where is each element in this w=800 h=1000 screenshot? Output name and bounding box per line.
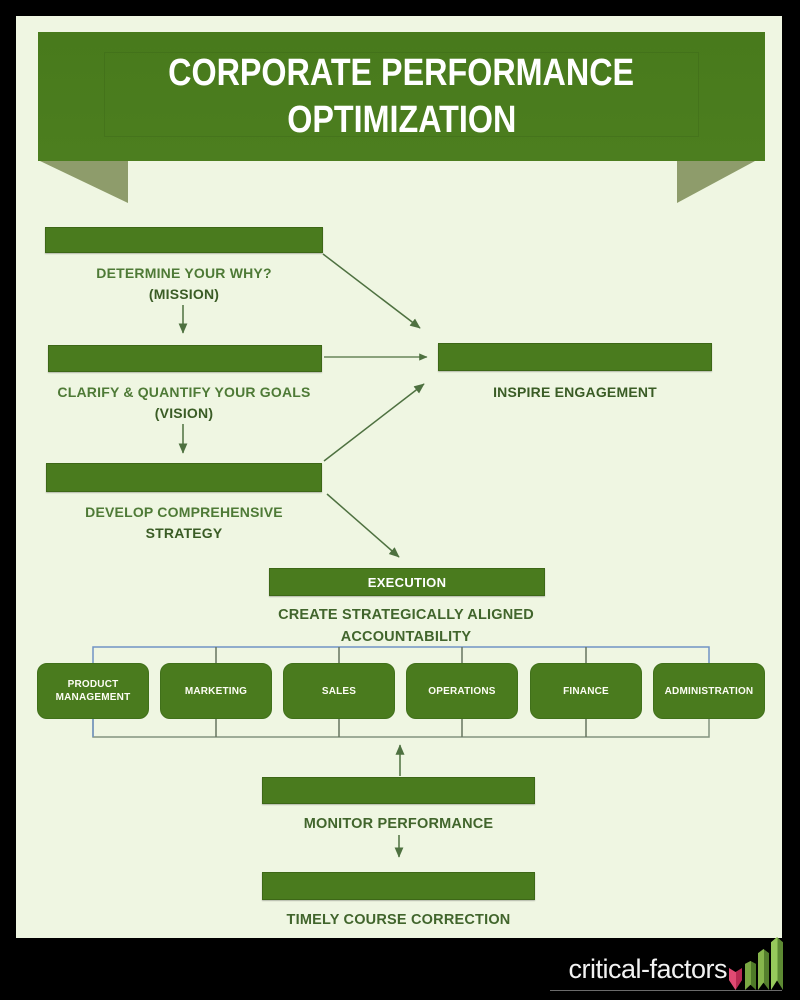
dept-box-product-management: PRODUCT MANAGEMENT <box>37 663 149 719</box>
brand-text: critical-factors <box>568 954 727 984</box>
footer-divider <box>550 990 782 991</box>
dept-box-administration: ADMINISTRATION <box>653 663 765 719</box>
mission-label-block <box>44 263 324 305</box>
logo-bar-medium-icon <box>758 949 769 990</box>
logo-bar-small-icon <box>745 961 756 990</box>
accountability-label-block <box>266 604 546 648</box>
dept-box-sales: SALES <box>283 663 395 719</box>
vision-bar <box>48 345 322 372</box>
page-title-line1: CORPORATE PERFORMANCE <box>168 51 635 94</box>
correction-label: TIMELY COURSE CORRECTION <box>286 912 511 928</box>
dept-box-operations: OPERATIONS <box>406 663 518 719</box>
vision-label: CLARIFY & QUANTIFY YOUR GOALS <box>57 384 311 400</box>
mission-sublabel: (MISSION) <box>148 286 220 302</box>
strategy-label-block <box>44 502 324 544</box>
engagement-bar <box>438 343 712 371</box>
title-banner <box>38 32 765 161</box>
dept-box-marketing: MARKETING <box>160 663 272 719</box>
correction-bar <box>262 872 535 900</box>
mission-label: DETERMINE YOUR WHY? <box>96 265 272 281</box>
engagement-label-block <box>438 382 712 403</box>
monitor-bar <box>262 777 535 804</box>
strategy-label: DEVELOP COMPREHENSIVE <box>85 504 283 520</box>
dept-box-finance: FINANCE <box>530 663 642 719</box>
page-title-line2: OPTIMIZATION <box>286 98 517 141</box>
vision-label-block <box>44 382 324 424</box>
engagement-label: INSPIRE ENGAGEMENT <box>493 384 657 400</box>
monitor-label-block <box>262 814 535 835</box>
vision-sublabel: (VISION) <box>154 405 214 421</box>
execution-bar: EXECUTION <box>269 568 545 596</box>
monitor-label: MONITOR PERFORMANCE <box>303 816 494 832</box>
strategy-sublabel: STRATEGY <box>145 525 223 541</box>
accountability-sublabel: ACCOUNTABILITY <box>340 629 472 645</box>
correction-label-block <box>262 910 535 931</box>
strategy-bar <box>46 463 322 492</box>
mission-bar <box>45 227 323 253</box>
accountability-label: CREATE STRATEGICALLY ALIGNED <box>278 607 534 623</box>
logo-bar-large-icon <box>771 937 783 990</box>
logo-down-ribbon-icon <box>729 968 742 990</box>
